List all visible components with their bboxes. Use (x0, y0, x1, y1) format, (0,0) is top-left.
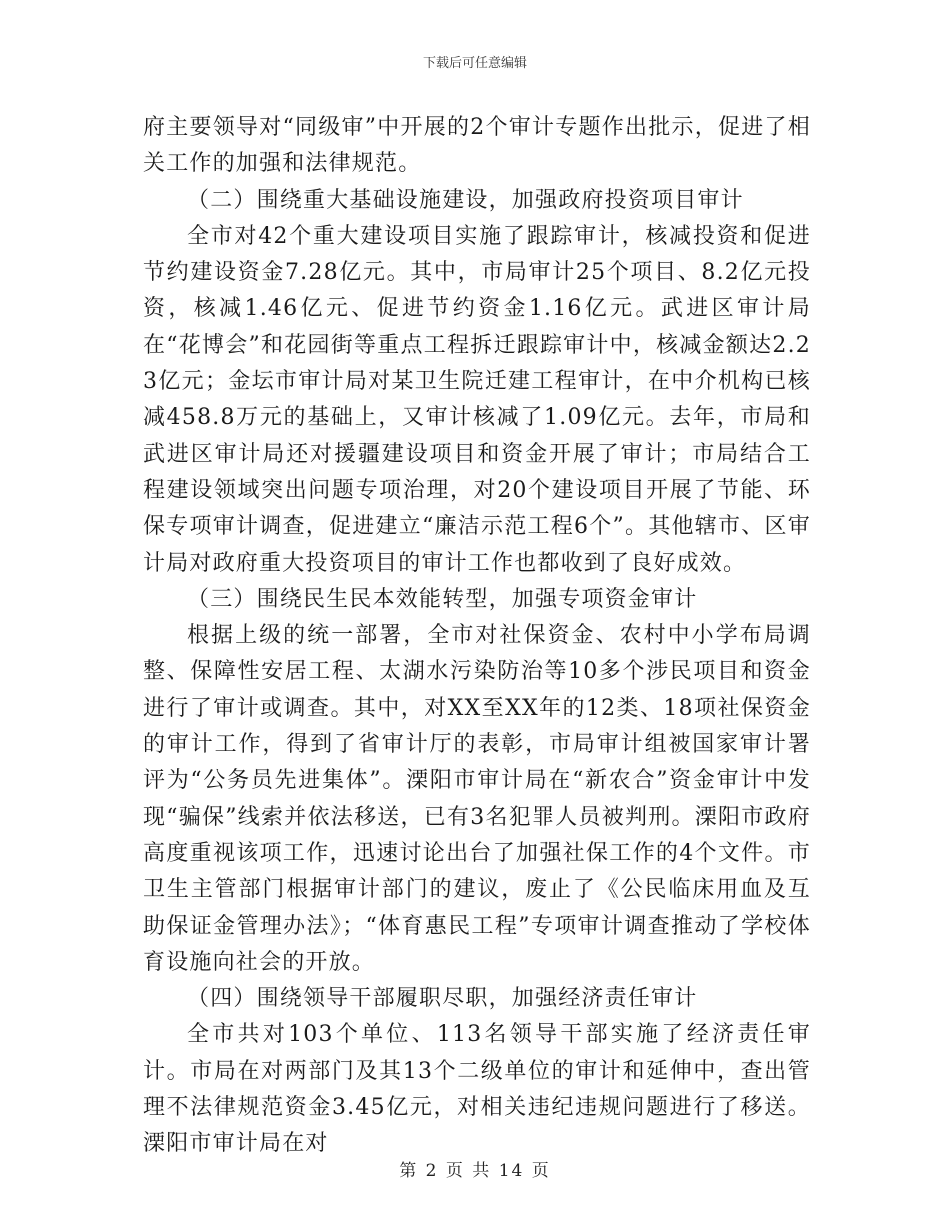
page-footer: 第 2 页 共 14 页 (399, 1161, 551, 1181)
paragraph-economic-responsibility-audit: 全市共对103个单位、113名领导干部实施了经济责任审计。市局在对两部门及其13个二级单位的审计和延伸中，查出管理不法律规范资金3.45亿元，对相关违纪违规问题进行了移送。溧阳市审计局在对 (143, 1022, 811, 1157)
section-heading-3: （三）围绕民生民本效能转型，加强专项资金审计 (187, 586, 698, 612)
section-heading-4: （四）围绕领导干部履职尽职，加强经济责任审计 (187, 986, 698, 1012)
page-header: 下载后可任意编辑 (422, 56, 527, 71)
section-heading-2: （二）围绕重大基础设施建设，加强政府投资项目审计 (187, 187, 744, 213)
paragraph-continuation: 府主要领导对“同级审”中开展的2个审计专题作出批示，促进了相关工作的加强和法律规范。 (143, 115, 811, 177)
document-body (143, 110, 811, 1163)
paragraph-investment-audit: 全市对42个重大建设项目实施了跟踪审计，核减投资和促进节约建设资金7.28亿元。其中，市局审计25个项目、8.2亿元投资，核减1.46亿元、促进节约资金1.16亿元。武进区审计局在“花博会”和花园街等重点工程拆迁跟踪审计中，核减金额达2.23亿元；金坛市审计局对某卫生院迁建工程审计，在中介机构已核减458.8万元的基础上，又审计核减了1.09亿元。去年，市局和武进区审计局还对援疆建设项目和资金开展了审计；市局结合工程建设领域突出问题专项治理，对20个建设项目开展了节能、环保专项审计调查，促进建立“廉洁示范工程6个”。其他辖市、区审计局对政府重大投资项目的审计工作也都收到了良好成效。 (143, 223, 811, 576)
paragraph-special-funds-audit: 根据上级的统一部署，全市对社保资金、农村中小学布局调整、保障性安居工程、太湖水污染防治等10多个涉民项目和资金进行了审计或调查。其中，对XX至XX年的12类、18项社保资金的审计工作，得到了省审计厅的表彰，市局审计组被国家审计署评为“公务员先进集体”。溧阳市审计局在“新农合”资金审计中发现“骗保”线索并依法移送，已有3名犯罪人员被判刑。溧阳市政府高度重视该项工作，迅速讨论出台了加强社保工作的4个文件。市卫生主管部门根据审计部门的建议，废止了《公民临床用血及互助保证金管理办法》；“体育惠民工程”专项审计调查推动了学校体育设施向社会的开放。 (143, 623, 811, 975)
